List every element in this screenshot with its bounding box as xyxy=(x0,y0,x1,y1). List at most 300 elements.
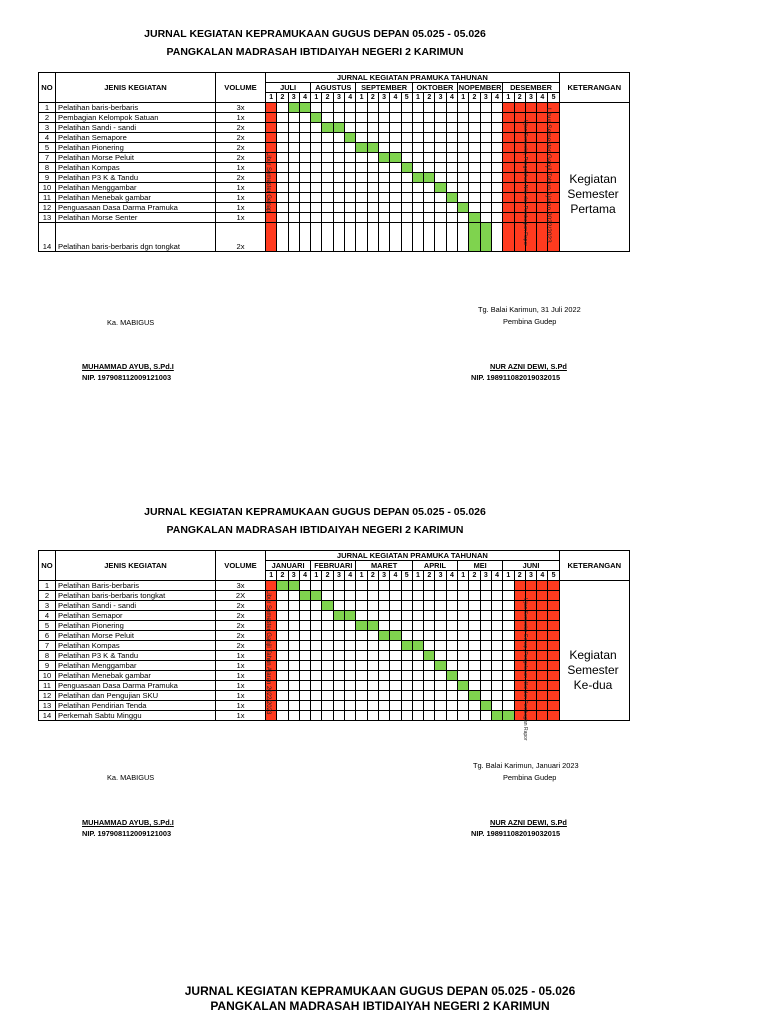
week-cell xyxy=(311,123,322,133)
week-cell xyxy=(322,591,333,601)
holiday-cell xyxy=(548,711,559,721)
week-number: 1 xyxy=(458,571,469,581)
activity-week-cell xyxy=(288,103,299,113)
week-cell xyxy=(356,581,367,591)
week-cell xyxy=(446,223,457,252)
week-cell xyxy=(378,691,389,701)
week-cell xyxy=(469,711,480,721)
week-cell xyxy=(322,681,333,691)
week-cell xyxy=(288,591,299,601)
week-cell xyxy=(412,661,423,671)
week-cell xyxy=(435,691,446,701)
week-number: 1 xyxy=(266,571,277,581)
week-cell xyxy=(503,691,514,701)
activity-week-cell xyxy=(277,581,288,591)
table-row xyxy=(39,661,630,671)
activity-week-cell xyxy=(345,611,356,621)
holiday-cell xyxy=(548,661,559,671)
week-cell xyxy=(378,621,389,631)
doc2-left-signatory-nip: NIP. 197908112009121003 xyxy=(82,829,172,838)
week-cell xyxy=(311,701,322,711)
row-number: 5 xyxy=(39,143,56,153)
week-cell xyxy=(299,691,310,701)
week-cell xyxy=(469,183,480,193)
week-cell xyxy=(435,123,446,133)
activity-volume: 2x xyxy=(216,173,266,183)
week-number: 2 xyxy=(367,93,378,103)
week-cell xyxy=(435,163,446,173)
activity-name: Pelatihan P3 K & Tandu xyxy=(56,651,216,661)
doc2-keterangan-text: Kegiatan Semester Ke-dua xyxy=(567,648,619,692)
week-cell xyxy=(288,133,299,143)
activity-name: Pembagian Kelompok Satuan xyxy=(56,113,216,123)
table-row xyxy=(39,601,630,611)
week-cell xyxy=(345,213,356,223)
activity-volume: 2x xyxy=(216,601,266,611)
activity-week-cell xyxy=(356,143,367,153)
activity-name: Pelatihan Kompas xyxy=(56,641,216,651)
activity-week-cell xyxy=(322,123,333,133)
activity-volume: 3x xyxy=(216,103,266,113)
week-cell xyxy=(378,611,389,621)
activity-name: Pelatihan Menebak gambar xyxy=(56,671,216,681)
week-cell xyxy=(480,711,491,721)
holiday-cell xyxy=(548,641,559,651)
week-cell xyxy=(277,661,288,671)
week-cell xyxy=(277,183,288,193)
holiday-cell xyxy=(548,671,559,681)
week-cell xyxy=(446,641,457,651)
header-keterangan: KETERANGAN xyxy=(559,551,629,581)
doc1-left-signatory-nip: NIP. 197908112009121003 xyxy=(82,373,172,382)
week-cell xyxy=(333,691,344,701)
week-cell xyxy=(390,691,401,701)
week-cell xyxy=(299,641,310,651)
week-number: 1 xyxy=(458,93,469,103)
week-cell xyxy=(277,611,288,621)
week-cell xyxy=(333,621,344,631)
week-cell xyxy=(356,123,367,133)
doc2-left-signatory-name: MUHAMMAD AYUB, S.Pd.I xyxy=(82,818,174,827)
week-cell xyxy=(424,153,435,163)
week-cell xyxy=(333,213,344,223)
week-cell xyxy=(480,153,491,163)
week-cell xyxy=(503,681,514,691)
week-cell xyxy=(469,681,480,691)
week-cell xyxy=(333,173,344,183)
week-cell xyxy=(412,133,423,143)
week-cell xyxy=(333,681,344,691)
week-cell xyxy=(435,611,446,621)
week-cell xyxy=(299,701,310,711)
week-cell xyxy=(288,123,299,133)
week-cell xyxy=(288,163,299,173)
week-cell xyxy=(491,621,502,631)
activity-volume: 1x xyxy=(216,203,266,213)
week-cell xyxy=(446,581,457,591)
week-cell xyxy=(322,631,333,641)
week-cell xyxy=(367,641,378,651)
week-cell xyxy=(469,103,480,113)
week-cell xyxy=(401,681,412,691)
week-number: 1 xyxy=(503,93,514,103)
week-cell xyxy=(367,611,378,621)
holiday-cell xyxy=(537,631,548,641)
week-cell xyxy=(469,651,480,661)
week-number: 4 xyxy=(299,571,310,581)
week-cell xyxy=(401,601,412,611)
holiday-cell xyxy=(503,163,514,173)
week-cell xyxy=(480,133,491,143)
week-cell xyxy=(345,183,356,193)
week-cell xyxy=(491,133,502,143)
holiday-cell xyxy=(503,113,514,123)
holiday-cell xyxy=(537,681,548,691)
week-cell xyxy=(401,133,412,143)
holiday-cell xyxy=(503,203,514,213)
activity-volume: 2x xyxy=(216,621,266,631)
activity-volume: 3x xyxy=(216,581,266,591)
week-number: 4 xyxy=(299,93,310,103)
week-cell xyxy=(401,631,412,641)
week-cell xyxy=(311,661,322,671)
week-cell xyxy=(333,103,344,113)
doc3-title-line1: JURNAL KEGIATAN KEPRAMUKAAN GUGUS DEPAN 05.025 - 05.026 xyxy=(184,984,576,998)
week-cell xyxy=(299,223,310,252)
week-cell xyxy=(311,711,322,721)
holiday-cell xyxy=(503,133,514,143)
header-jenis-kegiatan: JENIS KEGIATAN xyxy=(56,73,216,103)
week-cell xyxy=(322,133,333,143)
row-number: 13 xyxy=(39,701,56,711)
activity-name: Pelatihan Sandi - sandi xyxy=(56,601,216,611)
week-cell xyxy=(378,193,389,203)
week-cell xyxy=(299,153,310,163)
week-cell xyxy=(356,213,367,223)
week-cell xyxy=(277,621,288,631)
week-cell xyxy=(469,203,480,213)
week-cell xyxy=(378,223,389,252)
week-cell xyxy=(311,671,322,681)
month-header: OKTOBER xyxy=(412,83,457,93)
week-cell xyxy=(446,163,457,173)
holiday-cell xyxy=(548,651,559,661)
month-header: MARET xyxy=(356,561,412,571)
doc2-pembina-role: Pembina Gudep xyxy=(503,773,557,782)
week-number: 1 xyxy=(311,571,322,581)
week-cell xyxy=(458,113,469,123)
week-cell xyxy=(333,153,344,163)
week-cell xyxy=(446,153,457,163)
week-cell xyxy=(491,581,502,591)
week-cell xyxy=(345,163,356,173)
week-cell xyxy=(412,153,423,163)
activity-name: Pelatihan dan Pengujian SKU xyxy=(56,691,216,701)
week-cell xyxy=(378,661,389,671)
row-number: 12 xyxy=(39,203,56,213)
week-cell xyxy=(288,671,299,681)
activity-week-cell xyxy=(299,591,310,601)
week-cell xyxy=(299,143,310,153)
week-number: 2 xyxy=(277,571,288,581)
week-cell xyxy=(412,651,423,661)
week-cell xyxy=(378,113,389,123)
week-cell xyxy=(412,581,423,591)
month-header: DESEMBER xyxy=(503,83,560,93)
doc2-right-signatory-name: NUR AZNI DEWI, S.Pd xyxy=(490,818,567,827)
activity-volume: 1x xyxy=(216,163,266,173)
week-cell xyxy=(288,113,299,123)
week-number: 2 xyxy=(424,571,435,581)
week-cell xyxy=(322,711,333,721)
week-cell xyxy=(390,113,401,123)
week-cell xyxy=(390,123,401,133)
activity-name: Pelatihan Pionering xyxy=(56,143,216,153)
activity-week-cell xyxy=(356,621,367,631)
holiday-cell xyxy=(548,701,559,711)
holiday-cell xyxy=(266,103,277,113)
week-cell xyxy=(356,681,367,691)
week-cell xyxy=(412,711,423,721)
row-number: 7 xyxy=(39,153,56,163)
week-number: 5 xyxy=(401,571,412,581)
row-number: 1 xyxy=(39,581,56,591)
week-cell xyxy=(424,681,435,691)
week-cell xyxy=(378,601,389,611)
holiday-cell xyxy=(503,173,514,183)
activity-name: Pelatihan Pendirian Tenda xyxy=(56,701,216,711)
activity-name: Pelatihan Semapore xyxy=(56,133,216,143)
week-cell xyxy=(299,113,310,123)
week-cell xyxy=(311,203,322,213)
week-cell xyxy=(277,103,288,113)
week-cell xyxy=(390,641,401,651)
week-cell xyxy=(277,701,288,711)
week-cell xyxy=(491,163,502,173)
week-cell xyxy=(469,193,480,203)
week-number: 3 xyxy=(288,571,299,581)
week-cell xyxy=(356,631,367,641)
week-cell xyxy=(333,163,344,173)
header-jenis-kegiatan: JENIS KEGIATAN xyxy=(56,551,216,581)
month-header: AGUSTUS xyxy=(311,83,356,93)
activity-volume: 1x xyxy=(216,671,266,681)
doc2-place-date: Tg. Balai Karimun, Januari 2023 xyxy=(473,761,579,770)
row-number: 13 xyxy=(39,213,56,223)
week-cell xyxy=(503,641,514,651)
week-cell xyxy=(424,183,435,193)
week-cell xyxy=(288,213,299,223)
week-cell xyxy=(345,671,356,681)
week-number: 1 xyxy=(356,93,367,103)
table-row xyxy=(39,223,630,252)
activity-volume: 1x xyxy=(216,183,266,193)
week-cell xyxy=(412,143,423,153)
holiday-cell xyxy=(548,601,559,611)
week-cell xyxy=(458,691,469,701)
activity-name: Pelatihan Semapor xyxy=(56,611,216,621)
activity-week-cell xyxy=(480,701,491,711)
activity-volume: 1x xyxy=(216,681,266,691)
week-cell xyxy=(277,641,288,651)
doc1-pembina-role: Pembina Gudep xyxy=(503,317,557,326)
table-row xyxy=(39,153,630,163)
week-cell xyxy=(458,711,469,721)
doc2-title-line1: JURNAL KEGIATAN KEPRAMUKAAN GUGUS DEPAN 05.025 - 05.026 xyxy=(144,506,486,518)
activity-week-cell xyxy=(345,133,356,143)
week-number: 3 xyxy=(378,93,389,103)
week-cell xyxy=(503,611,514,621)
activity-name: Pelatihan Kompas xyxy=(56,163,216,173)
week-cell xyxy=(491,153,502,163)
activity-week-cell xyxy=(424,651,435,661)
week-cell xyxy=(333,671,344,681)
activity-volume: 2x xyxy=(216,611,266,621)
week-number: 3 xyxy=(525,571,536,581)
week-cell xyxy=(356,601,367,611)
row-number: 9 xyxy=(39,173,56,183)
week-number: 1 xyxy=(412,571,423,581)
week-cell xyxy=(458,641,469,651)
week-cell xyxy=(446,691,457,701)
week-cell xyxy=(480,163,491,173)
week-number: 3 xyxy=(480,571,491,581)
holiday-cell xyxy=(537,611,548,621)
holiday-cell xyxy=(537,711,548,721)
week-cell xyxy=(491,223,502,252)
week-number: 1 xyxy=(266,93,277,103)
week-cell xyxy=(322,213,333,223)
activity-week-cell xyxy=(435,183,446,193)
week-number: 2 xyxy=(424,93,435,103)
week-cell xyxy=(288,173,299,183)
activity-volume: 1x xyxy=(216,193,266,203)
week-cell xyxy=(277,651,288,661)
week-cell xyxy=(401,153,412,163)
row-number: 4 xyxy=(39,611,56,621)
row-number: 10 xyxy=(39,183,56,193)
week-cell xyxy=(288,651,299,661)
week-cell xyxy=(401,103,412,113)
week-number: 3 xyxy=(525,93,536,103)
week-cell xyxy=(469,641,480,651)
week-cell xyxy=(401,671,412,681)
activity-name: Pelatihan Pionering xyxy=(56,621,216,631)
week-cell xyxy=(322,223,333,252)
holiday-cell xyxy=(548,611,559,621)
week-cell xyxy=(367,651,378,661)
week-number: 5 xyxy=(401,93,412,103)
week-number: 5 xyxy=(548,93,559,103)
week-cell xyxy=(322,691,333,701)
week-cell xyxy=(311,681,322,691)
week-cell xyxy=(435,193,446,203)
table-row xyxy=(39,651,630,661)
week-cell xyxy=(367,701,378,711)
week-cell xyxy=(378,203,389,213)
week-cell xyxy=(503,671,514,681)
week-cell xyxy=(491,123,502,133)
activity-name: Pelatihan Morse Peluit xyxy=(56,153,216,163)
week-cell xyxy=(322,113,333,123)
week-cell xyxy=(333,711,344,721)
week-cell xyxy=(356,103,367,113)
week-cell xyxy=(401,591,412,601)
week-cell xyxy=(401,213,412,223)
holiday-cell xyxy=(548,691,559,701)
week-cell xyxy=(424,213,435,223)
holiday-cell xyxy=(537,671,548,681)
week-cell xyxy=(401,193,412,203)
week-cell xyxy=(277,671,288,681)
week-cell xyxy=(277,681,288,691)
week-number: 4 xyxy=(446,93,457,103)
week-cell xyxy=(333,113,344,123)
week-cell xyxy=(401,113,412,123)
activity-name: Perkemah Sabtu Minggu xyxy=(56,711,216,721)
week-cell xyxy=(458,581,469,591)
doc1-right-signatory-name: NUR AZNI DEWI, S.Pd xyxy=(490,362,567,371)
week-cell xyxy=(345,153,356,163)
activity-name: Pelatihan Sandi - sandi xyxy=(56,123,216,133)
activity-week-cell xyxy=(446,671,457,681)
week-cell xyxy=(412,591,423,601)
week-cell xyxy=(390,581,401,591)
week-cell xyxy=(469,591,480,601)
holiday-cell xyxy=(503,183,514,193)
week-cell xyxy=(288,621,299,631)
week-cell xyxy=(311,621,322,631)
week-cell xyxy=(288,143,299,153)
activity-name: Pelatihan Menebak gambar xyxy=(56,193,216,203)
week-cell xyxy=(378,133,389,143)
week-number: 3 xyxy=(288,93,299,103)
week-cell xyxy=(288,153,299,163)
week-cell xyxy=(458,173,469,183)
week-cell xyxy=(299,711,310,721)
week-cell xyxy=(435,601,446,611)
week-cell xyxy=(367,711,378,721)
week-cell xyxy=(356,163,367,173)
week-cell xyxy=(446,173,457,183)
week-cell xyxy=(322,183,333,193)
week-cell xyxy=(311,163,322,173)
week-cell xyxy=(367,123,378,133)
week-cell xyxy=(311,213,322,223)
week-cell xyxy=(367,223,378,252)
table-row xyxy=(39,621,630,631)
holiday-cell xyxy=(537,601,548,611)
week-cell xyxy=(424,671,435,681)
week-cell xyxy=(333,631,344,641)
week-cell xyxy=(435,133,446,143)
week-cell xyxy=(345,621,356,631)
activity-week-cell xyxy=(378,153,389,163)
week-cell xyxy=(446,103,457,113)
week-number: 4 xyxy=(491,93,502,103)
week-cell xyxy=(333,203,344,213)
table-row xyxy=(39,691,630,701)
doc2-vertical-note-exam: Ujian Semester Genap, Pengolahan Nilai dan Pembagian Rapor xyxy=(522,598,528,741)
week-cell xyxy=(401,123,412,133)
activity-week-cell xyxy=(412,641,423,651)
week-cell xyxy=(288,203,299,213)
week-cell xyxy=(345,711,356,721)
doc1-vertical-note-exam: Ujian Semester, Pengolahan Nilai dan Pembagian Rapor xyxy=(522,120,528,246)
week-cell xyxy=(503,621,514,631)
activity-week-cell xyxy=(311,113,322,123)
week-cell xyxy=(424,163,435,173)
